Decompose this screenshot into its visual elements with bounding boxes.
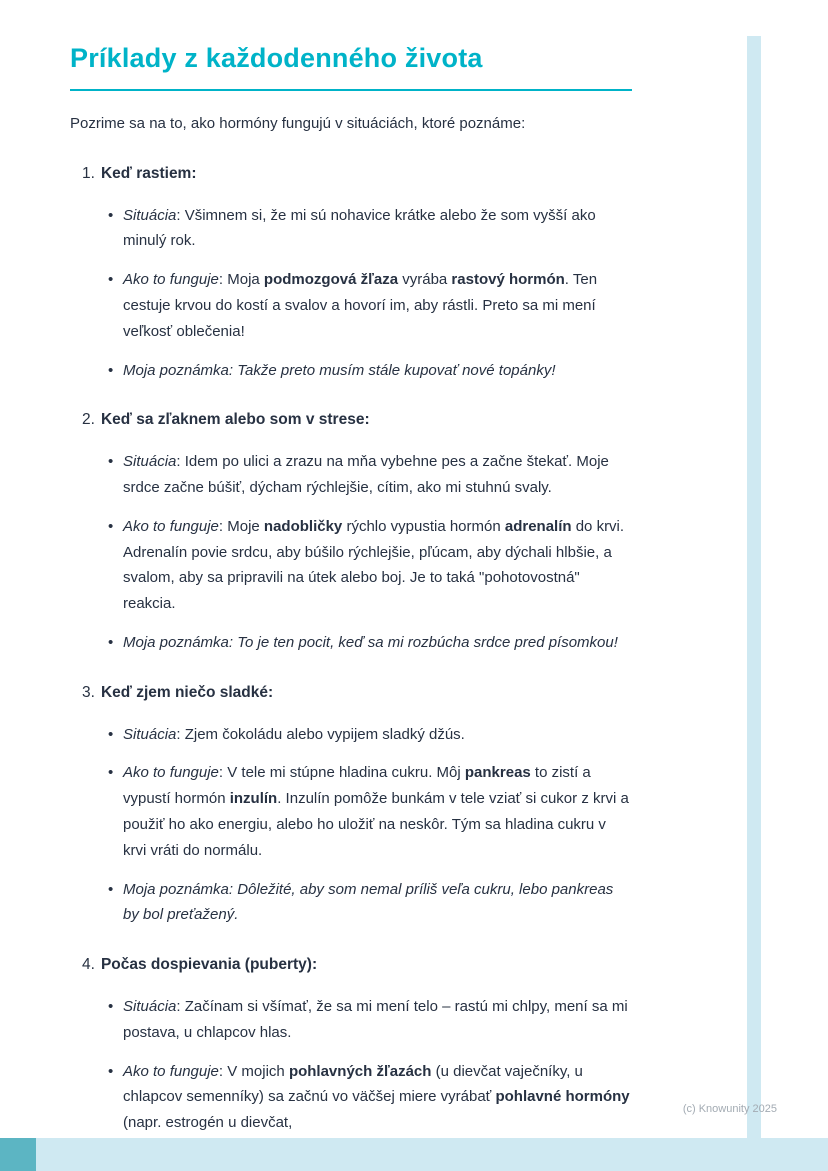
page-content: [70, 42, 632, 1149]
section-heading: [70, 681, 632, 706]
section-number: 3.: [82, 683, 95, 701]
bullet-icon: •: [108, 517, 114, 535]
bullet-text: Moja poznámka: Dôležité, aby som nemal príliš veľa cukru, lebo pankreas by bol preťažený.: [123, 880, 614, 924]
bullet-icon: •: [108, 998, 114, 1016]
bullet-item: [70, 358, 632, 384]
bullet-icon: •: [108, 634, 114, 652]
bullet-item: [70, 877, 632, 929]
section: [70, 953, 632, 1136]
bullet-item: [70, 1059, 632, 1136]
bullet-item: [70, 630, 632, 656]
bullet-icon: •: [108, 1062, 114, 1080]
bullet-icon: •: [108, 271, 114, 289]
bullet-item: [70, 760, 632, 863]
bullet-text: Ako to funguje: Moja podmozgová žľaza vyrába rastový hormón. Ten cestuje krvou do kostí a svalov a hovorí im, aby rástli. Preto sa mi mení veľkosť oblečenia!: [123, 271, 598, 340]
bullet-item: [70, 994, 632, 1046]
section-heading: [70, 162, 632, 187]
bullet-text: Situácia: Idem po ulici a zrazu na mňa vybehne pes a začne štekať. Moje srdce začne búšiť, dýcham rýchlejšie, cítim, ako mi stuhnú svaly.: [123, 453, 609, 497]
bullet-text: Ako to funguje: Moje nadobličky rýchlo vypustia hormón adrenalín do krvi. Adrenalín povie srdcu, aby búšilo rýchlejšie, pľúcam, aby dýchali hlbšie, a svalom, aby sa pripravili na útek alebo boj. Je to taká "pohotovostná" reakcia.: [123, 517, 625, 613]
bullet-text: Situácia: Zjem čokoládu alebo vypijem sladký džús.: [123, 725, 465, 743]
section-heading-text: Keď sa zľaknem alebo som v strese:: [100, 411, 370, 429]
section: [70, 408, 632, 655]
section-heading: [70, 408, 632, 433]
section: [70, 162, 632, 384]
bullet-text: Ako to funguje: V tele mi stúpne hladina cukru. Môj pankreas to zistí a vypustí hormón inzulín. Inzulín pomôže bunkám v tele vziať si cukor z krvi a použiť ho ako energiu, alebo ho uložiť na neskôr. Tým sa hladina cukru v krvi vráti do normálu.: [123, 764, 629, 859]
bullet-icon: •: [108, 725, 114, 743]
bullet-text: Ako to funguje: V mojich pohlavných žľazách (u dievčat vaječníky, u chlapcov semenníky) sa začnú vo väčšej miere vyrábať pohlavné hormóny (napr. estrogén u dievčat,: [123, 1062, 630, 1132]
bullet-text: Situácia: Začínam si všímať, že sa mi mení telo – rastú mi chlpy, mení sa mi postava, u chlapcov hlas.: [123, 998, 628, 1041]
bullet-item: [70, 722, 632, 748]
section-heading: [70, 953, 632, 978]
bottom-bar-corner-decoration: [0, 1138, 36, 1171]
section-number: 1.: [82, 164, 95, 182]
bullet-icon: •: [108, 206, 114, 224]
bullet-item: [70, 267, 632, 344]
footer-copyright: (c) Knowunity 2025: [682, 1103, 777, 1115]
section: [70, 681, 632, 928]
bullet-text: Moja poznámka: Takže preto musím stále kupovať nové topánky!: [123, 361, 556, 379]
intro-text: Pozrime sa na to, ako hormóny fungujú v situáciách, ktoré poznáme:: [70, 115, 526, 133]
section-heading-text: Keď zjem niečo sladké:: [100, 683, 274, 701]
section-number: 2.: [82, 411, 95, 429]
bullet-icon: •: [108, 764, 114, 782]
bullet-item: [70, 514, 632, 617]
section-heading-text: Počas dospievania (puberty):: [100, 956, 318, 974]
right-stripe-decoration: [747, 36, 761, 1171]
bullet-item: [70, 449, 632, 501]
bullet-icon: •: [108, 361, 114, 379]
bullet-icon: •: [108, 453, 114, 471]
bullet-item: [70, 203, 632, 255]
page-title: Príklady z každodenného života: [70, 42, 632, 91]
bullet-text: Moja poznámka: To je ten pocit, keď sa mi rozbúcha srdce pred písomkou!: [123, 634, 618, 652]
bullet-icon: •: [108, 880, 114, 898]
bullet-text: Situácia: Všimnem si, že mi sú nohavice krátke alebo že som vyšší ako minulý rok.: [123, 206, 596, 250]
section-number: 4.: [82, 956, 95, 974]
section-heading-text: Keď rastiem:: [100, 164, 197, 182]
sections: [70, 162, 632, 1136]
